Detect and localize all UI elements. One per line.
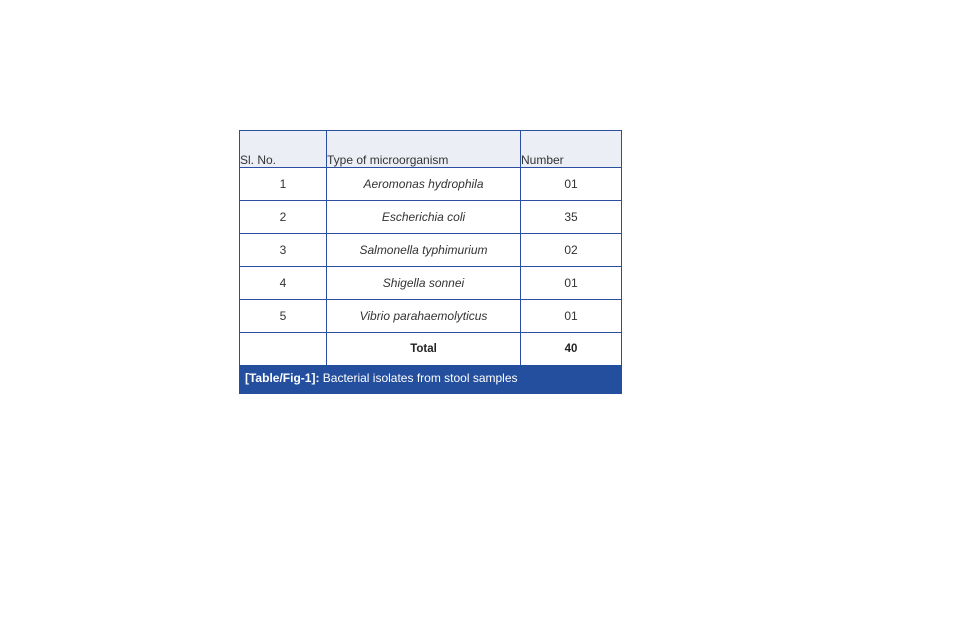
table-row: [240, 168, 622, 201]
header-row: [240, 131, 622, 168]
cell-sl-no: 3: [240, 234, 327, 267]
cell-sl-no: 2: [240, 201, 327, 234]
cell-number: 01: [521, 168, 622, 201]
table-row: [240, 267, 622, 300]
cell-organism: Salmonella typhimurium: [327, 234, 521, 267]
cell-empty: [240, 333, 327, 366]
cell-organism: Vibrio parahaemolyticus: [327, 300, 521, 333]
header-sl-no: Sl. No.: [240, 131, 327, 168]
caption-text: Bacterial isolates from stool samples: [319, 371, 518, 385]
table-row: [240, 234, 622, 267]
table-figure: [239, 130, 621, 394]
figure-caption: [239, 365, 622, 394]
table-row: [240, 300, 622, 333]
table-row: [240, 201, 622, 234]
total-row: [240, 333, 622, 366]
cell-organism: Shigella sonnei: [327, 267, 521, 300]
cell-sl-no: 1: [240, 168, 327, 201]
total-label: Total: [327, 333, 521, 366]
cell-organism: Escherichia coli: [327, 201, 521, 234]
bacterial-isolates-table: [239, 130, 622, 366]
cell-sl-no: 5: [240, 300, 327, 333]
cell-number: 01: [521, 267, 622, 300]
cell-number: 35: [521, 201, 622, 234]
cell-organism: Aeromonas hydrophila: [327, 168, 521, 201]
header-number: Number: [521, 131, 622, 168]
header-microorganism: Type of microorganism: [327, 131, 521, 168]
cell-sl-no: 4: [240, 267, 327, 300]
total-number: 40: [521, 333, 622, 366]
caption-label: [Table/Fig-1]:: [245, 371, 320, 385]
cell-number: 01: [521, 300, 622, 333]
cell-number: 02: [521, 234, 622, 267]
